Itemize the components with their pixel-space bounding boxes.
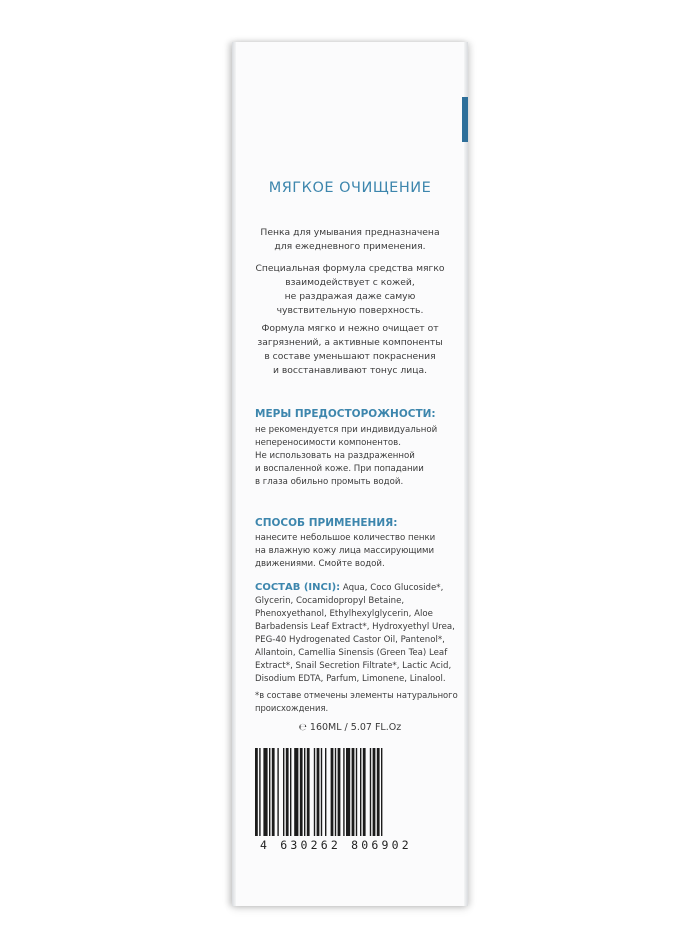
barcode-bar [314,748,315,836]
barcode-bar [338,748,341,836]
barcode-bar [300,748,303,836]
volume-label: ℮ 160ML / 5.07 FL.Oz [298,722,402,733]
description-paragraph-1 [240,226,460,254]
composition-first-line [255,581,460,595]
barcode-bar [381,748,382,836]
barcode-bar [370,748,371,836]
text-line: для ежедневного применения. [274,241,426,252]
precautions-title: МЕРЫ ПРЕДОСТОРОЖНОСТИ: [255,408,436,420]
text-line: Allantoin, Camellia Sinensis (Green Tea) Leaf [255,648,448,658]
text-line: PEG-40 Hydrogenated Castor Oil, Pantenol*, [255,635,445,645]
barcode-bar [259,748,260,836]
barcode-bar [360,748,361,836]
barcode-bar [269,748,270,836]
barcode [255,748,445,836]
text-line: Barbadensis Leaf Extract*, Hydroxyethyl Urea, [255,622,455,632]
barcode-bar [307,748,310,836]
text-line: Phenoxyethanol, Ethylhexylglycerin, Aloe [255,609,433,619]
barcode-bar [321,748,322,836]
barcode-bar [294,748,298,836]
description-paragraph-2 [240,262,460,318]
barcode-bar [373,748,376,836]
text-line: в составе уменьшают покраснения [264,351,436,362]
text-line: и воспаленной коже. При попадании [255,464,424,474]
text-line: движениями. Смойте водой. [255,559,385,569]
barcode-bar [277,748,278,836]
text-line: нанесите небольшое количество пенки [255,533,436,543]
text-line: взаимодействует с кожей, [285,277,415,288]
text-line: Glycerin, Cocamidopropyl Betaine, [255,596,405,606]
barcode-bar [263,748,267,836]
text-line: не рекомендуется при индивидуальной [255,425,438,435]
product-heading: МЯГКОЕ ОЧИЩЕНИЕ [268,180,432,196]
usage-body [255,532,460,571]
barcode-bar [363,748,366,836]
barcode-digits: 4 630262 806902 [260,838,412,852]
barcode-bar [331,748,334,836]
barcode-bar [317,748,320,836]
composition-title: СОСТАВ (INCI): [255,582,341,593]
natural-origin-note [255,689,460,715]
text-line: Пенка для умывания предназначена [260,227,440,238]
box-left-edge [232,42,236,906]
text-line: в глаза обильно промыть водой. [255,477,404,487]
composition-body [255,581,460,686]
precautions-body [255,424,460,489]
usage-title: СПОСОБ ПРИМЕНЕНИЯ: [255,517,398,529]
barcode-bar [346,748,350,836]
text-line: происхождения. [255,703,329,713]
barcode-bar [290,748,291,836]
barcode-bar [255,748,258,836]
barcode-bar [377,748,380,836]
barcode-bar [352,748,355,836]
barcode-bar [283,748,284,836]
text-line: непереносимости компонентов. [255,438,401,448]
text-line: не раздражая даже самую [284,291,416,302]
text-line: загрязнений, а активные компоненты [257,337,443,348]
text-line: Специальная формула средства мягко [255,263,445,274]
barcode-bar [286,748,289,836]
text-line: *в составе отмечены элементы натурального [255,690,458,700]
barcode-bar [272,748,275,836]
box-right-edge [464,42,468,906]
description-paragraph-3 [240,322,460,378]
text-line: Формула мягко и нежно очищает от [261,323,439,334]
text-line: Не использовать на раздраженной [255,451,415,461]
barcode-bar [335,748,336,836]
text-line: Disodium EDTA, Parfum, Limonene, Linalool. [255,674,446,684]
accent-stripe [462,97,468,142]
barcode-bar [325,748,326,836]
text-line: Aqua, Coco Glucoside*, [340,583,444,593]
text-line: чувствительную поверхность. [276,305,424,316]
barcode-bar [356,748,357,836]
text-line: и восстанавливают тонус лица. [273,365,427,376]
text-line: на влажную кожу лица массирующими [255,546,435,556]
barcode-bar [343,748,344,836]
barcode-bar [304,748,305,836]
text-line: Extract*, Snail Secretion Filtrate*, Lactic Acid, [255,661,452,671]
